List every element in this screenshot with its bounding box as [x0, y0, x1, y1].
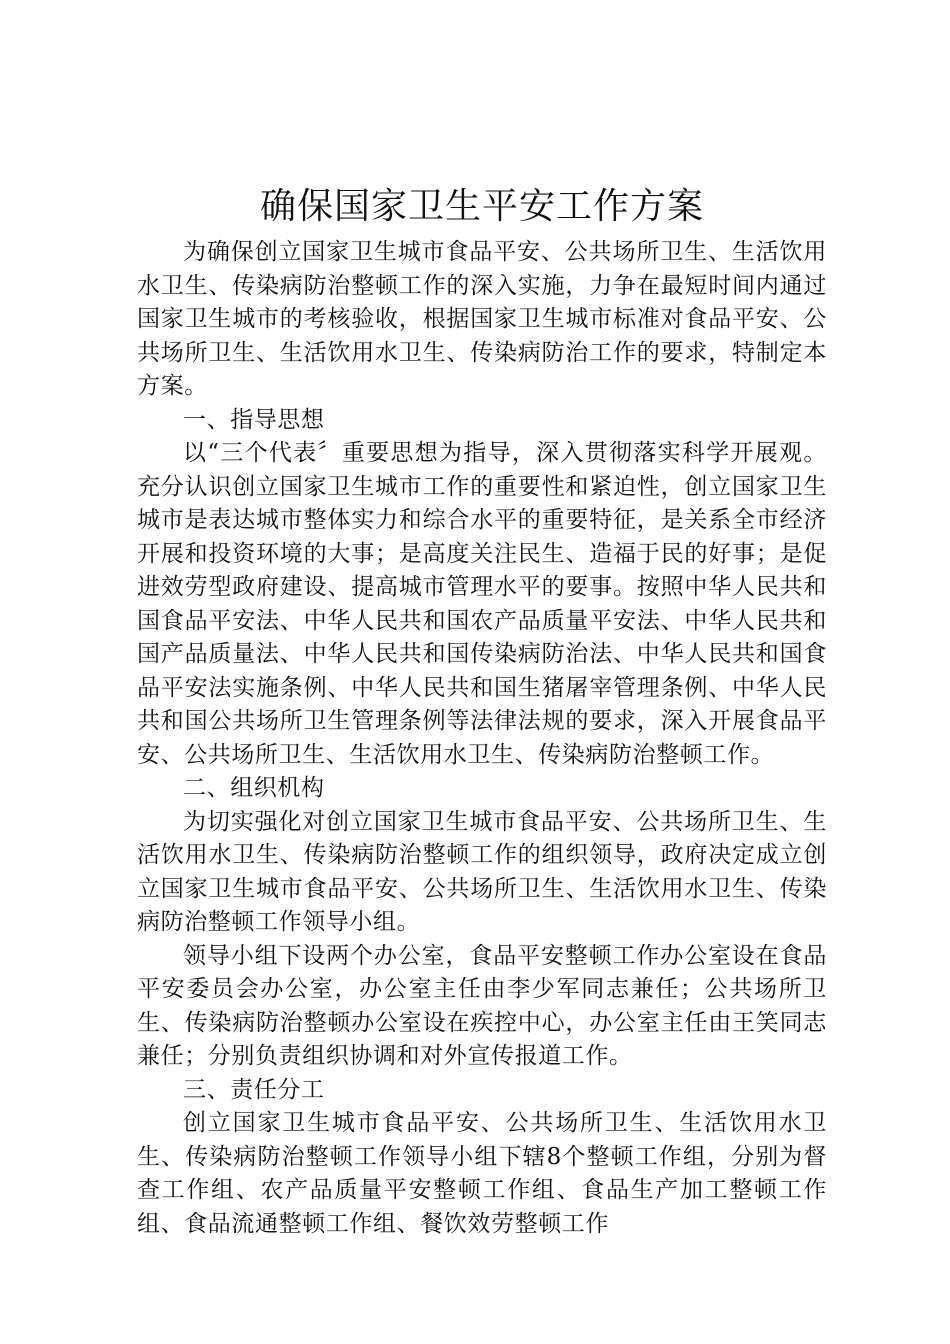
intro-paragraph: 为确保创立国家卫生城市食品平安、公共场所卫生、生活饮用水卫生、传染病防治整顿工作的深入实施，力争在最短时间内通过国家卫生城市的考核验收，根据国家卫生城市标准对食品平安、公共场所卫生、生活饮用水卫生、传染病防治工作的要求，特制定本方案。	[137, 239, 827, 399]
organization-paragraph-2: 领导小组下设两个办公室，食品平安整顿工作办公室设在食品平安委员会办公室，办公室主任由李少军同志兼任；公共场所卫生、传染病防治整顿办公室设在疾控中心，办公室主任由王笑同志兼任；分别负责组织协调和对外宣传报道工作。	[137, 942, 827, 1069]
organization-paragraph-1: 为切实强化对创立国家卫生城市食品平安、公共场所卫生、生活饮用水卫生、传染病防治整顿工作的组织领导，政府决定成立创立国家卫生城市食品平安、公共场所卫生、生活饮用水卫生、传染病防治整顿工作领导小组。	[137, 808, 827, 935]
document-page	[137, 182, 827, 1241]
section-heading-responsibilities: 三、责任分工	[183, 1076, 325, 1103]
guiding-ideology-paragraph: 以“三个代表〞重要思想为指导，深入贯彻落实科学开展观。充分认识创立国家卫生城市工作的重要性和紧迫性，创立国家卫生城市是表达城市整体实力和综合水平的重要特征，是关系全市经济开展和投资环境的大事；是高度关注民生、造福于民的好事；是促进效劳型政府建设、提高城市管理水平的要事。按照中华人民共和国食品平安法、中华人民共和国农产品质量平安法、中华人民共和国产品质量法、中华人民共和国传染病防治法、中华人民共和国食品平安法实施条例、中华人民共和国生猪屠宰管理条例、中华人民共和国公共场所卫生管理条例等法律法规的要求，深入开展食品平安、公共场所卫生、生活饮用水卫生、传染病防治整顿工作。	[137, 440, 827, 768]
section-heading-guiding-ideology: 一、指导思想	[183, 406, 325, 433]
responsibilities-paragraph: 创立国家卫生城市食品平安、公共场所卫生、生活饮用水卫生、传染病防治整顿工作领导小组下辖8个整顿工作组，分别为督查工作组、农产品质量平安整顿工作组、食品生产加工整顿工作组、食品流通整顿工作组、餐饮效劳整顿工作	[137, 1110, 827, 1237]
document-title: 确保国家卫生平安工作方案	[259, 186, 704, 227]
section-heading-organization: 二、组织机构	[183, 775, 325, 801]
